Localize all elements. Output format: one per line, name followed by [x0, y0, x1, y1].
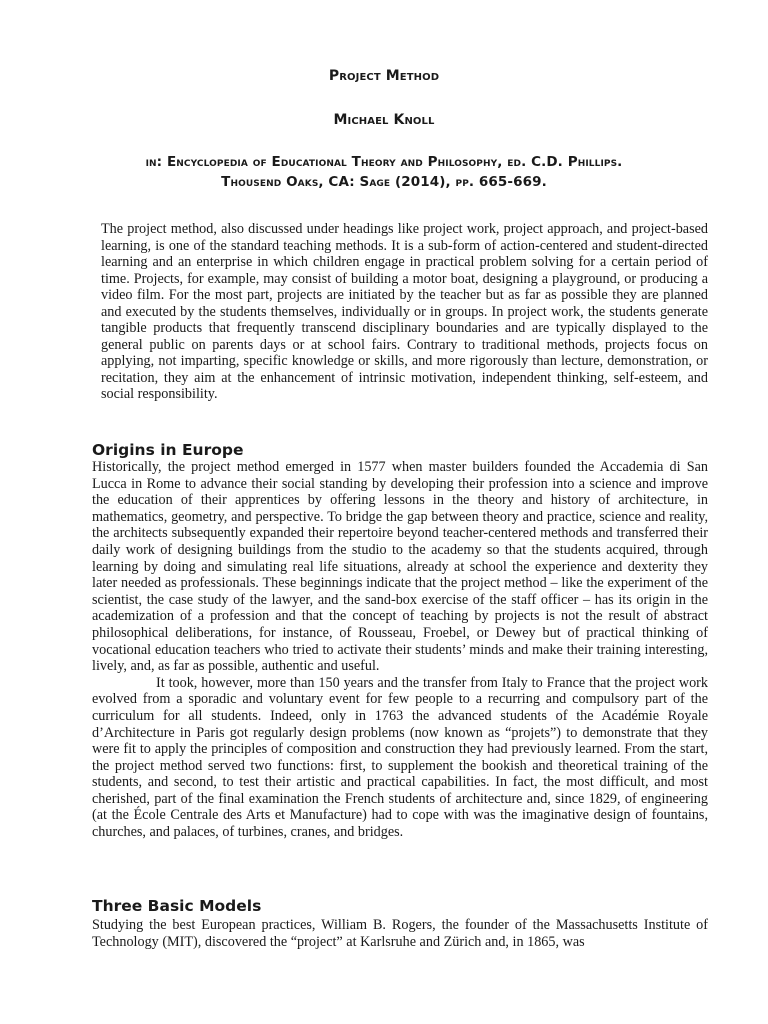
paragraph: Studying the best European practices, William B. Rogers, the founder of the Massachusetts Institute of Technology (MIT), discovered the “project” at Karlsruhe and Zürich and, in 1865, was — [92, 917, 708, 950]
citation-line-2: Thousend Oaks, CA: Sage (2014), pp. 665-669. — [221, 174, 547, 190]
paragraph: Historically, the project method emerged in 1577 when master builders founded the Accademia di San Lucca in Rome to advance their social standing by developing their profession into a science and improve the education of their apprentices by offering lessons in the theory and history of architecture, in mathematics, geometry, and perspective. To bridge the gap between theory and practice, science and reality, the architects subsequently expanded their repertoire beyond teacher-centered methods and transferred their daily work of designing buildings from the studio to the academy so that the students acquired, through learning by doing and simulating real life situations, already at school the experience and dexterity they later needed as professionals. These beginnings indicate that the project method – like the experiment of the scientist, the case study of the lawyer, and the sand-box exercise of the staff officer – has its origin in the academization of a profession and that the concept of teaching by projects is not the result of abstract philosophical deliberations, for instance, of Rousseau, Froebel, or Dewey but of practical thinking of vocational education teachers who tried to activate their students’ minds and make their training interesting, lively, and, as far as possible, authentic and useful. — [92, 459, 708, 675]
section-heading-origins: Origins in Europe — [92, 441, 244, 459]
section-body-three-models — [92, 917, 708, 950]
paragraph: It took, however, more than 150 years and the transfer from Italy to France that the project work evolved from a sporadic and voluntary event for few people to a recurring and compulsory part of the curriculum for all students. Indeed, only in 1763 the advanced students of the Académie Royale d’Architecture in Paris got regularly design problems (now known as “projets”) to demonstrate that they were fit to apply the principles of composition and construction they had previously learned. From the start, the project method served two functions: first, to supplement the bookish and theoretical training of the students, and second, to test their artistic and practical capabilities. In fact, the most difficult, and most cherished, part of the final examination the French students of architecture and, since 1829, of engineering (at the École Centrale des Arts et Manufacture) had to cope with was the imaginative design of fountains, churches, and palaces, of turbines, cranes, and bridges. — [92, 674, 708, 841]
document-author: Michael Knoll — [333, 112, 435, 128]
section-heading-three-models: Three Basic Models — [92, 897, 262, 915]
section-body-origins — [92, 459, 708, 841]
citation-line-1: in: Encyclopedia of Educational Theory and Philosophy, ed. C.D. Phillips. — [145, 154, 623, 170]
document-title: Project Method — [328, 68, 440, 84]
abstract-paragraph: The project method, also discussed under headings like project work, project approach, and project-based learning, is one of the standard teaching methods. It is a sub-form of action-centered and student-directed learning and an enterprise in which children engage in practical problem solving for a certain period of time. Projects, for example, may consist of building a motor boat, designing a playground, or producing a video film. For the most part, projects are initiated by the teacher but as far as possible they are planned and executed by the students themselves, individually or in groups. In project work, the students generate tangible products that frequently transcend disciplinary boundaries and are typically displayed to the general public on parents days or at school fairs. Contrary to traditional methods, projects focus on applying, not imparting, specific knowledge or skills, and more rigorously than lecture, demonstration, or recitation, they aim at the enhancement of intrinsic motivation, independent thinking, self-esteem, and social responsibility. — [101, 221, 708, 402]
